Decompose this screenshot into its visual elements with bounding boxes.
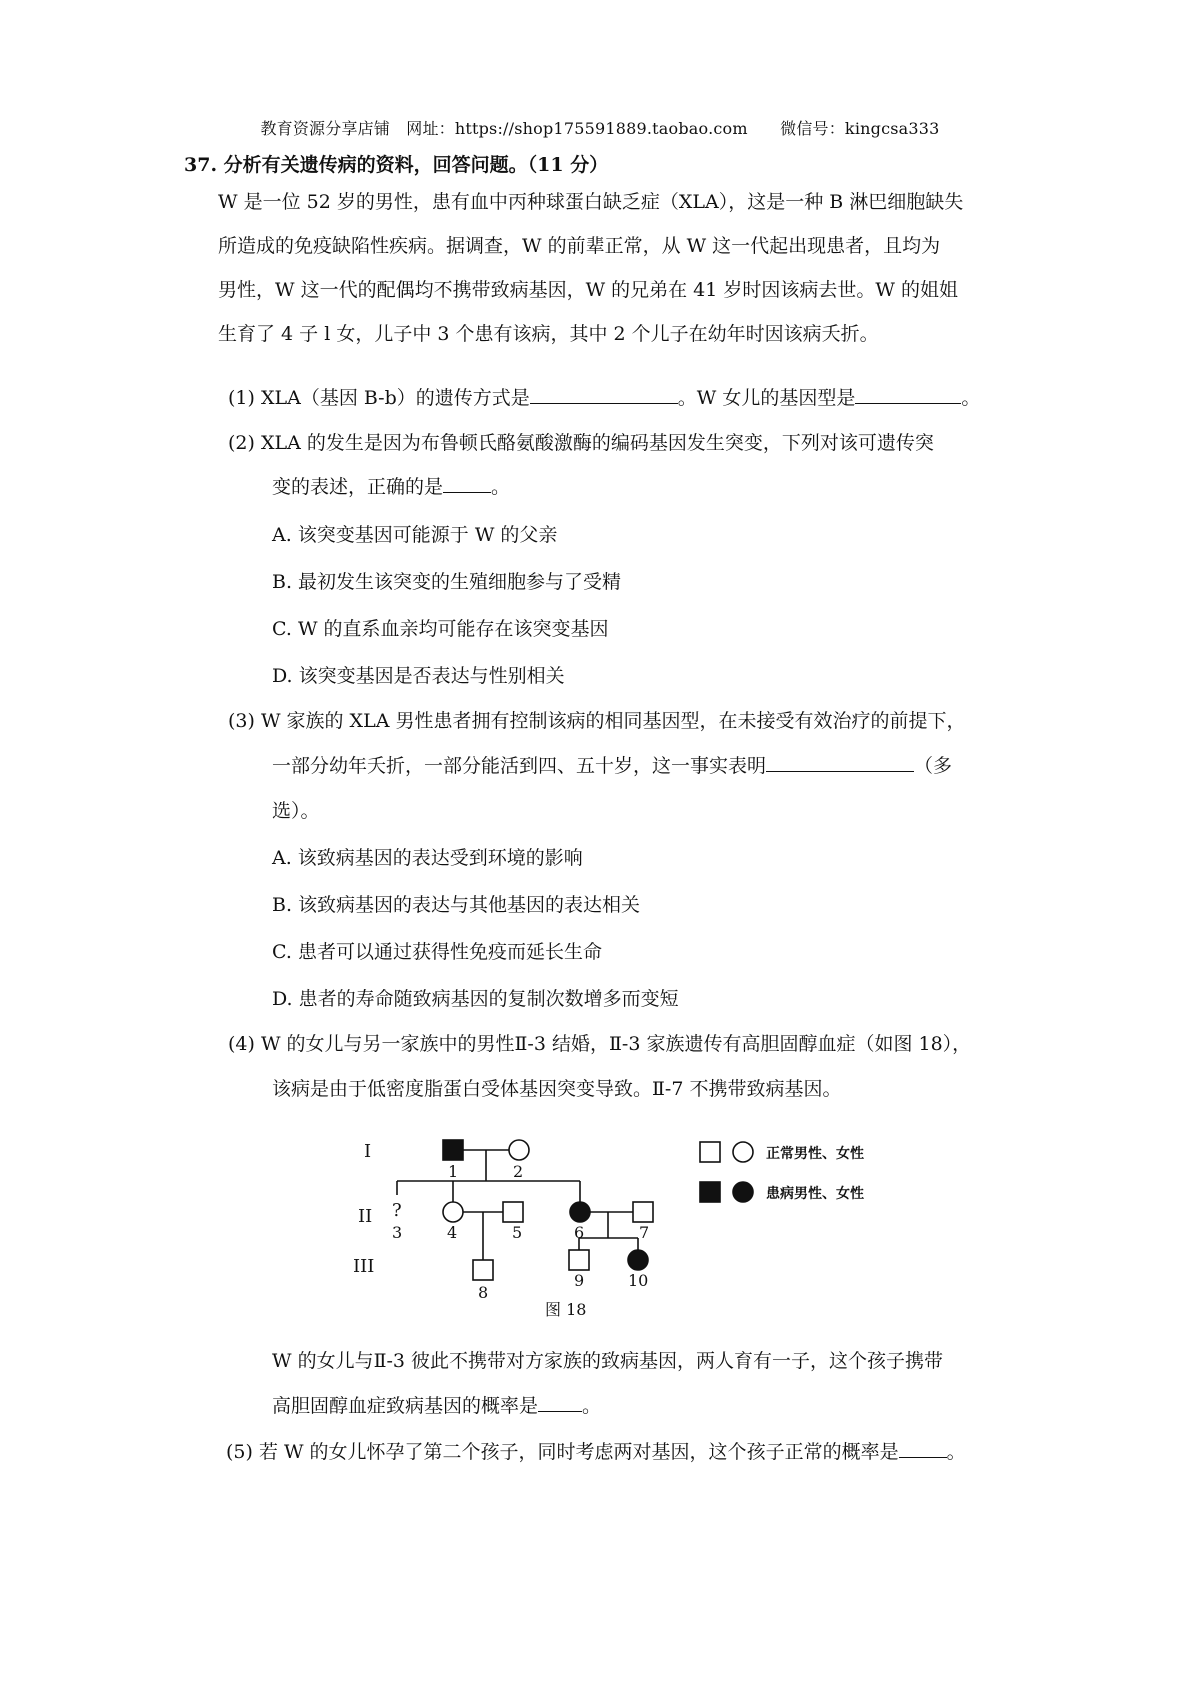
q1-text-a: (1) XLA（基因 B-b）的遗传方式是	[228, 387, 530, 409]
question-title: 37. 分析有关遗传病的资料，回答问题。（11 分）	[184, 154, 609, 176]
question-5	[226, 1437, 966, 1464]
q2-text-a: 变的表述，正确的是	[272, 476, 444, 498]
q5-text-b: 。	[946, 1441, 966, 1463]
member-4-normal-female	[443, 1202, 463, 1222]
q1-answer-blank-2[interactable]	[855, 385, 961, 404]
q5-text-a: (5) 若 W 的女儿怀孕了第二个孩子，同时考虑两对基因，这个孩子正常的概率是	[226, 1441, 899, 1463]
q2-option-d: D. 该突变基因是否表达与性别相关	[272, 665, 565, 687]
legend-affected-female-icon	[733, 1182, 753, 1202]
member-5-normal-male	[503, 1202, 523, 1222]
member-9-normal-male	[569, 1250, 589, 1270]
member-10-affected-female	[628, 1250, 648, 1270]
question-3-line-3: 选）。	[272, 800, 320, 822]
q3-answer-blank[interactable]	[766, 753, 914, 772]
q4-text-a: 高胆固醇血症致病基因的概率是	[272, 1395, 539, 1417]
generation-label-iii: III	[353, 1256, 375, 1277]
intro-line: 生育了 4 子 l 女，儿子中 3 个患有该病，其中 2 个儿子在幼年时因该病夭折。	[218, 323, 879, 345]
question-2-line-1: (2) XLA 的发生是因为布鲁顿氏酪氨酸激酶的编码基因发生突变，下列对该可遗传突	[228, 432, 934, 454]
legend-normal-female-icon	[733, 1142, 753, 1162]
intro-line: W 是一位 52 岁的男性，患有血中丙种球蛋白缺乏症（XLA），这是一种 B 淋巴细胞缺失	[218, 191, 964, 213]
legend-affected-label: 患病男性、女性	[766, 1186, 864, 1202]
member-label-10: 10	[628, 1271, 649, 1290]
q2-option-a: A. 该突变基因可能源于 W 的父亲	[272, 524, 558, 546]
pedigree-figure	[350, 1120, 950, 1335]
q3-text-b: （多	[914, 755, 953, 777]
member-label-6: 6	[574, 1223, 585, 1242]
q2-option-c: C. W 的直系血亲均可能存在该突变基因	[272, 618, 609, 640]
q1-text-b: 。W 女儿的基因型是	[677, 387, 856, 409]
intro-paragraph	[218, 180, 1018, 356]
q2-answer-blank[interactable]	[443, 474, 491, 493]
legend-affected-male-icon	[700, 1182, 720, 1202]
member-3-unknown-mark: ?	[392, 1200, 402, 1221]
question-4-line-1: (4) W 的女儿与另一家族中的男性Ⅱ-3 结婚，Ⅱ-3 家族遗传有高胆固醇血症（如图 18），	[228, 1033, 972, 1055]
q3-option-d: D. 患者的寿命随致病基因的复制次数增多而变短	[272, 988, 679, 1010]
q3-option-c: C. 患者可以通过获得性免疫而延长生命	[272, 941, 602, 963]
member-label-9: 9	[574, 1271, 585, 1290]
member-1-affected-male	[443, 1140, 463, 1160]
q3-option-b: B. 该致病基因的表达与其他基因的表达相关	[272, 894, 641, 916]
q1-text-c: 。	[961, 387, 981, 409]
question-4-after-line-2	[272, 1391, 601, 1418]
q1-answer-blank-1[interactable]	[530, 385, 678, 404]
member-8-normal-male	[473, 1260, 493, 1280]
legend-normal-male-icon	[700, 1142, 720, 1162]
figure-caption: 图 18	[545, 1300, 587, 1319]
question-4-line-2: 该病是由于低密度脂蛋白受体基因突变导致。Ⅱ-7 不携带致病基因。	[272, 1078, 842, 1100]
q3-text-a: 一部分幼年夭折，一部分能活到四、五十岁，这一事实表明	[272, 755, 767, 777]
question-1	[228, 383, 980, 410]
member-label-5: 5	[512, 1223, 523, 1242]
question-4-after-line-1: W 的女儿与Ⅱ-3 彼此不携带对方家族的致病基因，两人育有一子，这个孩子携带	[272, 1350, 944, 1372]
legend-normal-label: 正常男性、女性	[766, 1146, 864, 1162]
member-label-2: 2	[513, 1162, 524, 1181]
member-2-normal-female	[509, 1140, 529, 1160]
member-7-normal-male	[633, 1202, 653, 1222]
member-label-7: 7	[639, 1223, 650, 1242]
q2-option-b: B. 最初发生该突变的生殖细胞参与了受精	[272, 571, 622, 593]
q4-answer-blank[interactable]	[538, 1393, 582, 1412]
q3-option-a: A. 该致病基因的表达受到环境的影响	[272, 847, 583, 869]
generation-label-ii: II	[358, 1206, 373, 1227]
member-label-1: 1	[448, 1162, 459, 1181]
intro-line: 所造成的免疫缺陷性疾病。据调查，W 的前辈正常，从 W 这一代起出现患者，且均为	[218, 235, 941, 257]
generation-label-i: I	[364, 1141, 372, 1162]
member-label-3: 3	[392, 1223, 403, 1242]
page-header: 教育资源分享店铺 网址：https://shop175591889.taobao.com 微信号：kingcsa333	[260, 119, 940, 138]
member-label-4: 4	[447, 1223, 458, 1242]
question-2-line-2	[272, 472, 510, 499]
q4-text-b: 。	[582, 1395, 602, 1417]
member-6-affected-female	[570, 1202, 590, 1222]
q2-text-b: 。	[491, 476, 511, 498]
member-label-8: 8	[478, 1283, 489, 1302]
q5-answer-blank[interactable]	[899, 1439, 947, 1458]
question-3-line-1: (3) W 家族的 XLA 男性患者拥有控制该病的相同基因型，在未接受有效治疗的前提下，	[228, 710, 966, 732]
question-3-line-2	[272, 751, 952, 778]
intro-line: 男性，W 这一代的配偶均不携带致病基因，W 的兄弟在 41 岁时因该病去世。W 的姐姐	[218, 279, 958, 301]
